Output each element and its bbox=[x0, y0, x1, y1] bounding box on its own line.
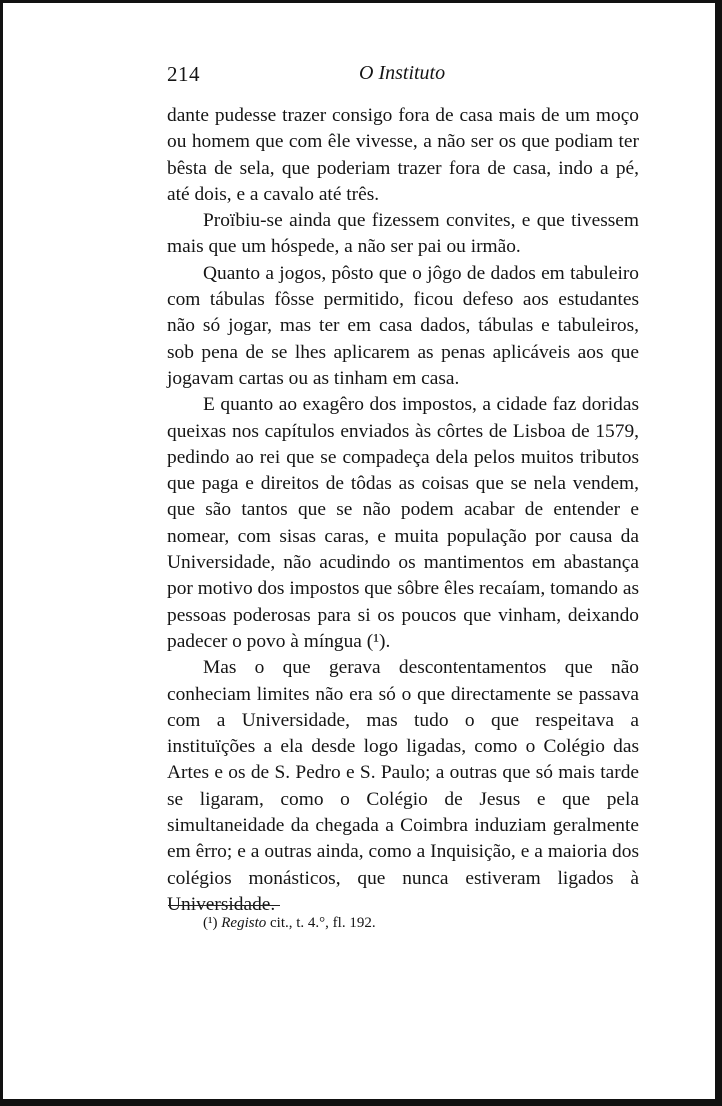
page-number: 214 bbox=[167, 62, 200, 86]
running-title: O Instituto bbox=[359, 62, 446, 84]
paragraph: E quanto ao exagêro dos impostos, a cidade faz doridas queixas nos capítulos enviados às côrtes de Lisboa de 1579, pedindo ao rei que se compadeça dela pelos muitos tributos que paga e direitos de tôdas as coisas que se nela vendem, que são tantos que se não podem acabar de entender e nomear, com sisas caras, e muita população por causa da Universidade, não acudindo os mantimentos em abastança por motivo dos impostos que sôbre êles recaíam, tomando as pessoas poderosas para si os poucos que vinham, deixando padecer o povo à míngua (¹). bbox=[167, 394, 639, 652]
footnote-title: Registo bbox=[221, 915, 267, 931]
footnote bbox=[203, 915, 376, 932]
footnote-marker: (¹) bbox=[203, 915, 218, 931]
paragraph: Quanto a jogos, pôsto que o jôgo de dados em tabuleiro com tábulas fôsse permitido, ficou defeso aos estudantes não só jogar, mas ter em casa dados, tábulas e tabuleiros, sob pena de se lhes aplicarem as penas aplicáveis aos que jogavam cartas ou as tinham em casa. bbox=[167, 262, 639, 389]
footnote-divider bbox=[168, 905, 280, 906]
paragraph: Proïbiu-se ainda que fizessem convites, e que tivessem mais que um hóspede, a não ser pai ou irmão. bbox=[167, 210, 639, 258]
paragraph: Mas o que gerava descontentamentos que não conheciam limites não era só o que directamente se passava com a Universidade, mas tudo o que respeitava a instituïções a ela desde logo ligadas, como o Colégio das Artes e os de S. Pedro e S. Paulo; a outras que só mais tarde se ligaram, como o Colégio de Jesus e que pela simultaneidade da chegada a Coimbra induziam geralmente em êrro; e a outras ainda, como a Inquisição, e a maioria dos colégios monásticos, que nunca estiveram ligados à Universidade. bbox=[167, 657, 639, 915]
body-text bbox=[167, 103, 639, 918]
paragraph-continued: dante pudesse trazer consigo fora de casa mais de um moço ou homem que com êle vivesse, a não ser os que podiam ter bêsta de sela, que poderiam trazer fora de casa, indo a pé, até dois, e a cavalo até três. bbox=[167, 105, 639, 205]
footnote-reference: cit., t. 4.°, fl. 192. bbox=[270, 915, 376, 931]
page-header bbox=[167, 58, 639, 88]
